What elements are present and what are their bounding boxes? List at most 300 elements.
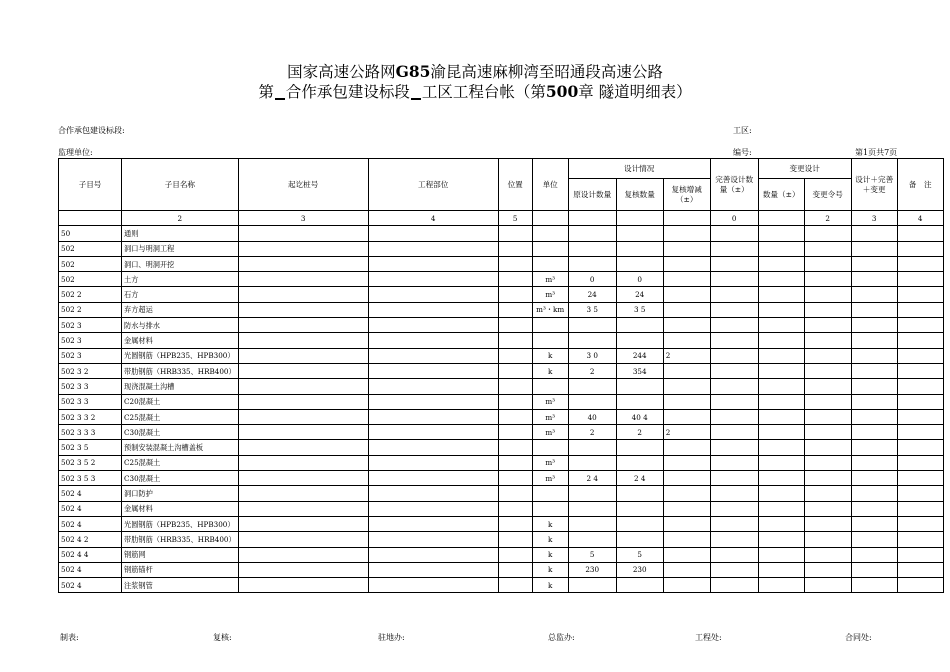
header-design-status: 设计情况: [568, 159, 710, 179]
position-cell: [498, 379, 532, 394]
chainage-cell: [238, 363, 368, 378]
ledger-title-line2: 第 合作承包建设标段 工区工程台帐（第500章 隧道明细表）: [258, 82, 692, 101]
table-row: [59, 302, 944, 317]
review-qty-cell: 3 5: [616, 302, 663, 317]
change-order-cell: [804, 578, 851, 593]
footer-engineering-office: 工程处:: [695, 633, 722, 642]
review-change-cell: [663, 532, 710, 547]
table-row: [59, 501, 944, 516]
unit-cell: k: [532, 363, 568, 378]
chainage-cell: [238, 241, 368, 256]
project-part-cell: [368, 501, 498, 516]
remarks-cell: [897, 578, 943, 593]
change-qty-cell: [758, 532, 804, 547]
review-qty-cell: 40 4: [616, 409, 663, 424]
item-no-cell: 502 3 3: [59, 394, 122, 409]
design-plus-cell: [851, 440, 897, 455]
header-improved-design: 完善设计数量（±）: [710, 159, 758, 211]
item-name-cell: C30混凝土: [122, 425, 239, 440]
item-no-cell: 502 4: [59, 486, 122, 501]
design-plus-cell: [851, 241, 897, 256]
column-index-cell: 3: [851, 211, 897, 226]
design-plus-cell: [851, 409, 897, 424]
design-plus-cell: [851, 578, 897, 593]
design-plus-cell: [851, 394, 897, 409]
position-cell: [498, 516, 532, 531]
original-qty-cell: [568, 333, 616, 348]
column-index-row: [59, 211, 944, 226]
chainage-cell: [238, 409, 368, 424]
item-name-cell: 金属材料: [122, 333, 239, 348]
review-qty-cell: 0: [616, 272, 663, 287]
review-change-cell: [663, 318, 710, 333]
footer-reviewer: 复核:: [213, 633, 232, 642]
change-qty-cell: [758, 379, 804, 394]
change-order-cell: [804, 562, 851, 577]
chainage-cell: [238, 287, 368, 302]
project-part-cell: [368, 425, 498, 440]
change-order-cell: [804, 226, 851, 241]
review-qty-cell: [616, 241, 663, 256]
blank-field: [411, 84, 421, 100]
chainage-cell: [238, 425, 368, 440]
table-row: [59, 272, 944, 287]
table-row: [59, 379, 944, 394]
item-no-cell: 502 3: [59, 318, 122, 333]
item-name-cell: 弃方超运: [122, 302, 239, 317]
improved-design-cell: [710, 318, 758, 333]
unit-cell: [532, 486, 568, 501]
change-qty-cell: [758, 578, 804, 593]
unit-cell: m³: [532, 425, 568, 440]
item-no-cell: 502 3: [59, 333, 122, 348]
review-change-cell: [663, 226, 710, 241]
change-qty-cell: [758, 318, 804, 333]
review-qty-cell: [616, 532, 663, 547]
column-index-cell: 0: [710, 211, 758, 226]
remarks-cell: [897, 425, 943, 440]
remarks-cell: [897, 272, 943, 287]
review-qty-cell: [616, 318, 663, 333]
column-index-cell: [568, 211, 616, 226]
item-name-cell: 洞口防护: [122, 486, 239, 501]
item-name-cell: 洞口、明洞开挖: [122, 256, 239, 271]
original-qty-cell: [568, 486, 616, 501]
change-order-cell: [804, 532, 851, 547]
table-row: [59, 226, 944, 241]
change-order-cell: [804, 547, 851, 562]
original-qty-cell: [568, 318, 616, 333]
review-change-cell: [663, 547, 710, 562]
original-qty-cell: 5: [568, 547, 616, 562]
remarks-cell: [897, 348, 943, 363]
remarks-cell: [897, 562, 943, 577]
review-change-cell: [663, 394, 710, 409]
change-qty-cell: [758, 256, 804, 271]
review-change-cell: [663, 287, 710, 302]
change-order-cell: [804, 348, 851, 363]
column-index-cell: [59, 211, 122, 226]
table-row: [59, 287, 944, 302]
improved-design-cell: [710, 363, 758, 378]
improved-design-cell: [710, 425, 758, 440]
chainage-cell: [238, 302, 368, 317]
unit-cell: [532, 333, 568, 348]
item-no-cell: 502 4 2: [59, 532, 122, 547]
unit-cell: k: [532, 516, 568, 531]
table-row: [59, 409, 944, 424]
review-change-cell: [663, 562, 710, 577]
header-position: 位置: [498, 159, 532, 211]
improved-design-cell: [710, 302, 758, 317]
item-name-cell: 金属材料: [122, 501, 239, 516]
item-name-cell: 光圆钢筋（HPB235、HPB300）: [122, 516, 239, 531]
remarks-cell: [897, 256, 943, 271]
footer-site-office: 驻地办:: [378, 633, 405, 642]
remarks-cell: [897, 455, 943, 470]
original-qty-cell: 2: [568, 363, 616, 378]
table-row: [59, 486, 944, 501]
item-name-cell: 带肋钢筋（HRB335、HRB400）: [122, 532, 239, 547]
review-qty-cell: 24: [616, 287, 663, 302]
remarks-cell: [897, 318, 943, 333]
column-index-cell: [532, 211, 568, 226]
page-indicator: 第1页共7页: [855, 148, 898, 157]
review-change-cell: [663, 379, 710, 394]
chainage-cell: [238, 394, 368, 409]
review-change-cell: [663, 471, 710, 486]
header-design-plus: 设计＋完善＋变更: [851, 159, 897, 211]
design-plus-cell: [851, 532, 897, 547]
remarks-cell: [897, 471, 943, 486]
design-plus-cell: [851, 547, 897, 562]
position-cell: [498, 425, 532, 440]
improved-design-cell: [710, 409, 758, 424]
review-qty-cell: [616, 455, 663, 470]
design-plus-cell: [851, 226, 897, 241]
design-plus-cell: [851, 471, 897, 486]
position-cell: [498, 394, 532, 409]
item-no-cell: 502 3 5: [59, 440, 122, 455]
header-remarks: 备 注: [897, 159, 943, 211]
unit-cell: [532, 440, 568, 455]
design-plus-cell: [851, 302, 897, 317]
remarks-cell: [897, 302, 943, 317]
change-order-cell: [804, 287, 851, 302]
chainage-cell: [238, 440, 368, 455]
change-order-cell: [804, 333, 851, 348]
header-review-qty: 复核数量: [616, 179, 663, 211]
review-change-cell: 2: [663, 348, 710, 363]
design-plus-cell: [851, 287, 897, 302]
unit-cell: [532, 226, 568, 241]
improved-design-cell: [710, 471, 758, 486]
review-change-cell: [663, 302, 710, 317]
table-row: [59, 425, 944, 440]
change-order-cell: [804, 272, 851, 287]
position-cell: [498, 226, 532, 241]
project-part-cell: [368, 440, 498, 455]
item-name-cell: 钢筋锚杆: [122, 562, 239, 577]
review-qty-cell: 2 4: [616, 471, 663, 486]
original-qty-cell: [568, 226, 616, 241]
review-change-cell: [663, 516, 710, 531]
ledger-body: [59, 226, 944, 593]
unit-cell: k: [532, 562, 568, 577]
table-row: [59, 241, 944, 256]
project-part-cell: [368, 409, 498, 424]
change-qty-cell: [758, 425, 804, 440]
review-change-cell: [663, 256, 710, 271]
change-order-cell: [804, 501, 851, 516]
table-row: [59, 516, 944, 531]
position-cell: [498, 547, 532, 562]
chainage-cell: [238, 318, 368, 333]
review-change-cell: [663, 578, 710, 593]
contractor-label: 合作承包建设标段:: [58, 126, 125, 135]
design-plus-cell: [851, 425, 897, 440]
item-no-cell: 502: [59, 241, 122, 256]
item-name-cell: 现浇混凝土沟槽: [122, 379, 239, 394]
unit-cell: [532, 241, 568, 256]
remarks-cell: [897, 409, 943, 424]
header-review-change: 复核增减（±）: [663, 179, 710, 211]
item-no-cell: 502 4: [59, 562, 122, 577]
improved-design-cell: [710, 455, 758, 470]
chainage-cell: [238, 379, 368, 394]
project-part-cell: [368, 256, 498, 271]
change-qty-cell: [758, 348, 804, 363]
item-no-cell: 502: [59, 256, 122, 271]
position-cell: [498, 256, 532, 271]
review-change-cell: [663, 501, 710, 516]
improved-design-cell: [710, 501, 758, 516]
change-qty-cell: [758, 501, 804, 516]
unit-cell: [532, 256, 568, 271]
remarks-cell: [897, 532, 943, 547]
item-name-cell: 洞口与明洞工程: [122, 241, 239, 256]
design-plus-cell: [851, 318, 897, 333]
column-index-cell: 4: [897, 211, 943, 226]
improved-design-cell: [710, 256, 758, 271]
design-plus-cell: [851, 516, 897, 531]
review-qty-cell: [616, 486, 663, 501]
change-qty-cell: [758, 562, 804, 577]
original-qty-cell: [568, 241, 616, 256]
table-row: [59, 394, 944, 409]
header-original-qty: 原设计数量: [568, 179, 616, 211]
item-name-cell: 防水与排水: [122, 318, 239, 333]
table-row: [59, 256, 944, 271]
position-cell: [498, 578, 532, 593]
unit-cell: k: [532, 348, 568, 363]
item-no-cell: 50: [59, 226, 122, 241]
review-qty-cell: 244: [616, 348, 663, 363]
item-no-cell: 502 3 5 3: [59, 471, 122, 486]
supervisor-label: 监理单位:: [58, 148, 93, 157]
change-qty-cell: [758, 440, 804, 455]
review-qty-cell: [616, 440, 663, 455]
table-row: [59, 333, 944, 348]
change-order-cell: [804, 318, 851, 333]
unit-cell: k: [532, 578, 568, 593]
chainage-cell: [238, 547, 368, 562]
item-no-cell: 502 4: [59, 516, 122, 531]
design-plus-cell: [851, 562, 897, 577]
item-no-cell: 502: [59, 272, 122, 287]
column-index-cell: [663, 211, 710, 226]
review-qty-cell: 230: [616, 562, 663, 577]
project-part-cell: [368, 516, 498, 531]
table-row: [59, 547, 944, 562]
item-name-cell: 预制安装混凝土沟槽盖板: [122, 440, 239, 455]
improved-design-cell: [710, 486, 758, 501]
improved-design-cell: [710, 379, 758, 394]
position-cell: [498, 363, 532, 378]
project-part-cell: [368, 363, 498, 378]
table-row: [59, 318, 944, 333]
item-no-cell: 502 3 3 3: [59, 425, 122, 440]
review-qty-cell: [616, 516, 663, 531]
unit-cell: k: [532, 547, 568, 562]
column-index-cell: [616, 211, 663, 226]
item-no-cell: 502 4: [59, 578, 122, 593]
change-order-cell: [804, 241, 851, 256]
item-no-cell: 502 3 5 2: [59, 455, 122, 470]
original-qty-cell: [568, 516, 616, 531]
position-cell: [498, 272, 532, 287]
review-qty-cell: [616, 578, 663, 593]
unit-cell: m³: [532, 287, 568, 302]
change-order-cell: [804, 394, 851, 409]
change-qty-cell: [758, 394, 804, 409]
review-qty-cell: [616, 226, 663, 241]
change-order-cell: [804, 516, 851, 531]
position-cell: [498, 318, 532, 333]
unit-cell: m³: [532, 471, 568, 486]
change-order-cell: [804, 455, 851, 470]
remarks-cell: [897, 333, 943, 348]
review-qty-cell: [616, 379, 663, 394]
item-name-cell: C20混凝土: [122, 394, 239, 409]
column-index-cell: 2: [122, 211, 239, 226]
footer-maker: 制表:: [60, 633, 79, 642]
remarks-cell: [897, 226, 943, 241]
change-qty-cell: [758, 287, 804, 302]
header-item-no: 子目号: [59, 159, 122, 211]
improved-design-cell: [710, 348, 758, 363]
item-name-cell: 通则: [122, 226, 239, 241]
improved-design-cell: [710, 287, 758, 302]
original-qty-cell: [568, 379, 616, 394]
header-unit: 单位: [532, 159, 568, 211]
original-qty-cell: [568, 501, 616, 516]
change-qty-cell: [758, 241, 804, 256]
item-name-cell: 钢筋网: [122, 547, 239, 562]
project-part-cell: [368, 379, 498, 394]
review-change-cell: [663, 409, 710, 424]
item-name-cell: 带肋钢筋（HRB335、HRB400）: [122, 363, 239, 378]
original-qty-cell: [568, 578, 616, 593]
change-order-cell: [804, 379, 851, 394]
table-row: [59, 471, 944, 486]
design-plus-cell: [851, 256, 897, 271]
design-plus-cell: [851, 379, 897, 394]
review-qty-cell: 2: [616, 425, 663, 440]
remarks-cell: [897, 547, 943, 562]
project-part-cell: [368, 486, 498, 501]
design-plus-cell: [851, 486, 897, 501]
header-change-design: 变更设计: [758, 159, 851, 179]
item-name-cell: C25混凝土: [122, 409, 239, 424]
project-part-cell: [368, 532, 498, 547]
table-row: [59, 348, 944, 363]
design-plus-cell: [851, 455, 897, 470]
unit-cell: [532, 318, 568, 333]
improved-design-cell: [710, 516, 758, 531]
position-cell: [498, 287, 532, 302]
number-label: 编号:: [733, 148, 752, 157]
column-index-cell: 3: [238, 211, 368, 226]
improved-design-cell: [710, 333, 758, 348]
unit-cell: m³: [532, 455, 568, 470]
project-part-cell: [368, 302, 498, 317]
column-index-cell: 4: [368, 211, 498, 226]
chainage-cell: [238, 455, 368, 470]
original-qty-cell: 230: [568, 562, 616, 577]
review-change-cell: [663, 333, 710, 348]
project-part-cell: [368, 241, 498, 256]
unit-cell: m³・km: [532, 302, 568, 317]
review-change-cell: 2: [663, 425, 710, 440]
project-part-cell: [368, 578, 498, 593]
original-qty-cell: [568, 532, 616, 547]
position-cell: [498, 333, 532, 348]
change-order-cell: [804, 471, 851, 486]
review-change-cell: [663, 486, 710, 501]
project-part-cell: [368, 226, 498, 241]
remarks-cell: [897, 363, 943, 378]
unit-cell: m³: [532, 272, 568, 287]
original-qty-cell: 2 4: [568, 471, 616, 486]
improved-design-cell: [710, 532, 758, 547]
change-qty-cell: [758, 516, 804, 531]
project-part-cell: [368, 318, 498, 333]
review-change-cell: [663, 363, 710, 378]
improved-design-cell: [710, 562, 758, 577]
chainage-cell: [238, 562, 368, 577]
item-no-cell: 502 3 2: [59, 363, 122, 378]
change-order-cell: [804, 363, 851, 378]
remarks-cell: [897, 241, 943, 256]
chainage-cell: [238, 333, 368, 348]
unit-cell: m³: [532, 409, 568, 424]
remarks-cell: [897, 440, 943, 455]
review-qty-cell: [616, 333, 663, 348]
chainage-cell: [238, 471, 368, 486]
change-order-cell: [804, 486, 851, 501]
review-change-cell: [663, 455, 710, 470]
remarks-cell: [897, 486, 943, 501]
design-plus-cell: [851, 272, 897, 287]
item-name-cell: C30混凝土: [122, 471, 239, 486]
change-qty-cell: [758, 547, 804, 562]
change-order-cell: [804, 425, 851, 440]
original-qty-cell: 3 5: [568, 302, 616, 317]
item-name-cell: 石方: [122, 287, 239, 302]
column-index-cell: 2: [804, 211, 851, 226]
column-index-cell: 5: [498, 211, 532, 226]
